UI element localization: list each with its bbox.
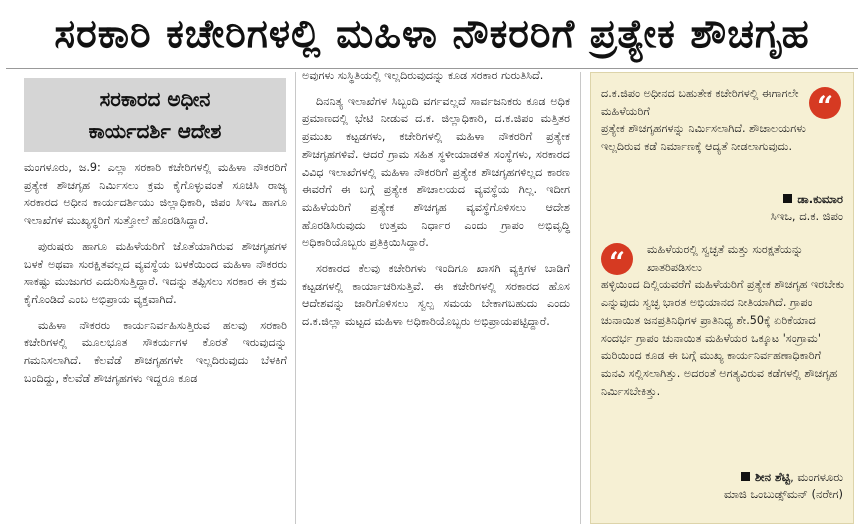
quote-2-byline <box>724 469 843 503</box>
paragraph: ಅವುಗಳು ಸುಸ್ಥಿತಿಯಲ್ಲಿ ಇಲ್ಲದಿರುವುದನ್ನು ಕೂಡ ಸರಕಾರ ಗುರುತಿಸಿದೆ. <box>302 69 544 82</box>
quotes-sidebar <box>590 72 854 524</box>
quote-mark-icon: “ <box>601 243 633 275</box>
paragraph: ದಿನನಿತ್ಯ ಇಲಾಖೆಗಳ ಸಿಬ್ಬಂದಿ ವರ್ಗವಲ್ಲದೆ ಸಾರ್ವಜನಿಕರು ಕೂಡ ಅಧಿಕ ಪ್ರಮಾಣದಲ್ಲಿ ಭೇಟಿ ನೀಡುವ ದ.ಕ. ಜಿಲ್ಲಾಧಿಕಾರಿ, ದ.ಕ.ಜಿಪಂ ಮತ್ತಿತರ ಪ್ರಮುಖ ಕಟ್ಟಡಗಳು, ಕಚೇರಿಗಳಲ್ಲಿ ಮಹಿಳಾ ನೌಕರರಿಗೆ ಪ್ರತ್ಯೇಕ ಶೌಚಗೃಹಗಳಿವೆ. ಆದರೆ ಗ್ರಾಮ ಸಹಿತ ಸ್ಥಳೀಯಾಡಳಿತ ಸಂಸ್ಥೆಗಳು, ಸರಕಾರದ ವಿವಿಧ ಇಲಾಖೆಗಳಲ್ಲಿ ಮಹಿಳಾ ನೌಕರರಿಗೆ ಪ್ರತ್ಯೇಕ ಶೌಚಗೃಹಗಳಿಲ್ಲದ ಕಾರಣ ಈವರೆಗೆ ಈ ಬಗ್ಗೆ ಪ್ರತ್ಯೇಕ ಶೌಚಾಲಯದ ವ್ಯವಸ್ಥೆಯ ಗಿಲ್ಲ. ಇದೀಗ ಮಹಿಳೆಯರಿಗೆ ಪ್ರತ್ಯೇಕ ಶೌಚಗೃಹ ವ್ಯವಸ್ಥೆಗೊಳಿಸಲು ಆದೇಶ ಹೊರಡಿಸಿರುವುದು ಉತ್ತಮ ನಿರ್ಧಾರ ಎಂದು ಗ್ರಾಪಂ ಅಭಿವೃದ್ಧಿ ಅಧಿಕಾರಿಯೊಬ್ಬರು ಪ್ರತಿಕ್ರಿಯಿಸಿದ್ದಾರೆ. <box>302 94 570 250</box>
paragraph: ಸರಕಾರದ ಕೆಲವು ಕಚೇರಿಗಳು ಇಂದಿಗೂ ಖಾಸಗಿ ವ್ಯಕ್ತಿಗಳ ಬಾಡಿಗೆ ಕಟ್ಟಡಗಳಲ್ಲಿ ಕಾರ್ಯಾಚರಿಸುತ್ತಿವೆ. ಈ ಕಚೇರಿಗಳಲ್ಲಿ ಸರಕಾರದ ಹೊಸ ಆದೇಶವನ್ನು ಜಾರಿಗೊಳಿಸಲು ಸ್ವಲ್ಪ ಸಮಯ ಬೇಕಾಗಬಹುದು ಎಂದು ದ.ಕ.ಜಿಲ್ಲಾ ಮಟ್ಟದ ಮಹಿಳಾ ಅಧಿಕಾರಿಯೊಬ್ಬರು ಅಭಿಪ್ರಾಯಪಟ್ಟಿದ್ದಾರೆ. <box>302 262 570 329</box>
paragraph: ಮಂಗಳೂರು, ಜ.9: ಎಲ್ಲಾ ಸರಕಾರಿ ಕಚೇರಿಗಳಲ್ಲಿ ಮಹಿಳಾ ನೌಕರರಿಗೆ ಪ್ರತ್ಯೇಕ ಶೌಚಗೃಹ ನಿರ್ಮಿಸಲು ಕ್ರಮ ಕೈಗೊಳ್ಳುವಂತೆ ಸೂಚಿಸಿ ರಾಜ್ಯ ಸರಕಾರದ ಅಧೀನ ಕಾರ್ಯದರ್ಶಿಯು ಜಿಲ್ಲಾಧಿಕಾರಿ, ಜಿಪಂ ಸಿಇಒ ಹಾಗೂ ಇಲಾಖೆಗಳ ಮುಖ್ಯಸ್ಥರಿಗೆ ಸುತ್ತೋಲೆ ಹೊರಡಿಸಿದ್ದಾರೆ. <box>24 161 287 228</box>
paragraph: ಮಹಿಳಾ ನೌಕರರು ಕಾರ್ಯನಿರ್ವಹಿಸುತ್ತಿರುವ ಹಲವು ಸರಕಾರಿ ಕಚೇರಿಗಳಲ್ಲಿ ಮೂಲಭೂತ ಸೌಕರ್ಯಗಳ ಕೊರತೆ ಇರುವುದನ್ನು ಗಮನಿಸಲಾಗಿದೆ. ಕೆಲವೆಡೆ ಶೌಚಗೃಹಗಳೇ ಇಲ್ಲದಿರುವುದು ಬೆಳಕಿಗೆ ಬಂದಿದ್ದು, ಕೆಲವೆಡೆ ಶೌಚಗೃಹಗಳು ಇದ್ದರೂ ಕೂಡ <box>24 318 287 385</box>
headline: ಸರಕಾರಿ ಕಚೇರಿಗಳಲ್ಲಿ ಮಹಿಳಾ ನೌಕರರಿಗೆ ಪ್ರತ್ಯೇಕ ಶೌಚಗೃಹ <box>54 11 810 57</box>
quote-1 <box>601 85 847 156</box>
quote-1-role: ಸಿಇಒ, ದ.ಕ. ಜಿಪಂ <box>770 209 843 223</box>
column-divider <box>295 72 296 524</box>
quote-2-role: ಮಾಜಿ ಒಂಬುಡ್ಸ್‌ಮನ್ (ನರೇಗ) <box>724 487 843 501</box>
quote-1-byline <box>771 191 843 225</box>
subheading-box <box>24 78 286 152</box>
subheading-line-2: ಕಾರ್ಯದರ್ಶಿ ಆದೇಶ <box>88 119 222 143</box>
quote-mark-icon: “ <box>809 87 841 119</box>
article-column-1 <box>24 159 287 395</box>
paragraph: ಪುರುಷರು ಹಾಗೂ ಮಹಿಳೆಯರಿಗೆ ಜೊತೆಯಾಗಿರುವ ಶೌಚಗೃಹಗಳ ಬಳಕೆ ಅಥವಾ ಸುರಕ್ಷಿತವಲ್ಲದ ವ್ಯವಸ್ಥೆಯ ಬಳಕೆಯಿಂದ ಮಹಿಳಾ ನೌಕರರು ಸಾಕಷ್ಟು ಮುಜುಗರ ಎದುರಿಸುತ್ತಿದ್ದಾರೆ. ಇದನ್ನು ತಪ್ಪಿಸಲು ಸರಕಾರ ಈ ಕ್ರಮ ಕೈಗೊಂಡಿದೆ ಎಂಬ ಅಭಿಪ್ರಾಯ ವ್ಯಕ್ತವಾಗಿದೆ. <box>24 239 287 306</box>
subheading-line-1: ಸರಕಾರದ ಅಧೀನ <box>99 87 211 111</box>
article-column-2 <box>302 67 570 339</box>
quote-1-author: ಡಾ.ಕುಮಾರ <box>797 192 843 206</box>
quote-1-lead: ದ.ಕ.ಜಿಪಂ ಅಧೀನದ ಬಹುತೇಕ ಕಚೇರಿಗಳಲ್ಲಿ ಈಗಾಗಲೇ ಮಹಿಳೆಯರಿಗೆ <box>601 87 799 118</box>
quote-2 <box>601 241 847 400</box>
quote-1-text: ಪ್ರತ್ಯೇಕ ಶೌಚಗೃಹಗಳನ್ನು ನಿರ್ಮಿಸಲಾಗಿದೆ. ಶೌಚಾಲಯಗಳು ಇಲ್ಲದಿರುವ ಕಡೆ ನಿರ್ಮಾಣಕ್ಕೆ ಆದ್ಯತೆ ನೀಡಲಾಗುವುದು. <box>601 122 806 154</box>
quote-2-lead: ಮಹಿಳೆಯರಲ್ಲಿ ಸ್ವಚ್ಛತೆ ಮತ್ತು ಸುರಕ್ಷತೆಯನ್ನು ಖಾತರಿಪಡಿಸಲು <box>647 243 804 274</box>
quote-2-text: ಹಳ್ಳಿಯಿಂದ ದಿಲ್ಲಿಯವರೆಗೆ ಮಹಿಳೆಯರಿಗೆ ಪ್ರತ್ಯೇಕ ಶೌಚಗೃಹ ಇರಬೇಕು ಎನ್ನುವುದು ಸ್ವಚ್ಛ ಭಾರತ ಅಭಿಯಾನದ ನೀತಿಯಾಗಿದೆ. ಗ್ರಾಪಂ ಚುನಾಯಿತ ಜನಪ್ರತಿನಿಧಿಗಳ ಪ್ರಾತಿನಿಧ್ಯ ಶೇ.50ಕ್ಕೆ ಏರಿಕೆಯಾದ ಸಂದರ್ಭ ಗ್ರಾಪಂ ಚುನಾಯಿತ ಮಹಿಳೆಯರ ಒಕ್ಕೂಟ 'ಸಂಗ್ರಾಮ' ಮರಿಯಿಂದ ಕೂಡ ಈ ಬಗ್ಗೆ ಮುಖ್ಯ ಕಾರ್ಯನಿರ್ವಹಣಾಧಿಕಾರಿಗೆ ಮನವಿ ಸಲ್ಲಿಸಲಾಗಿತ್ತು. ಅದರಂತೆ ಅಗತ್ಯವಿರುವ ಕಡೆಗಳಲ್ಲಿ ಶೌಚಗೃಹ ನಿರ್ಮಿಸಬೇಕಿತ್ತು. <box>601 278 845 398</box>
square-bullet-icon <box>783 194 792 203</box>
quote-2-place: , ಮಂಗಳೂರು <box>790 470 843 484</box>
square-bullet-icon <box>741 472 750 481</box>
quote-2-author: ಶೀನ ಶೆಟ್ಟಿ <box>754 470 791 484</box>
column-divider <box>580 72 581 524</box>
